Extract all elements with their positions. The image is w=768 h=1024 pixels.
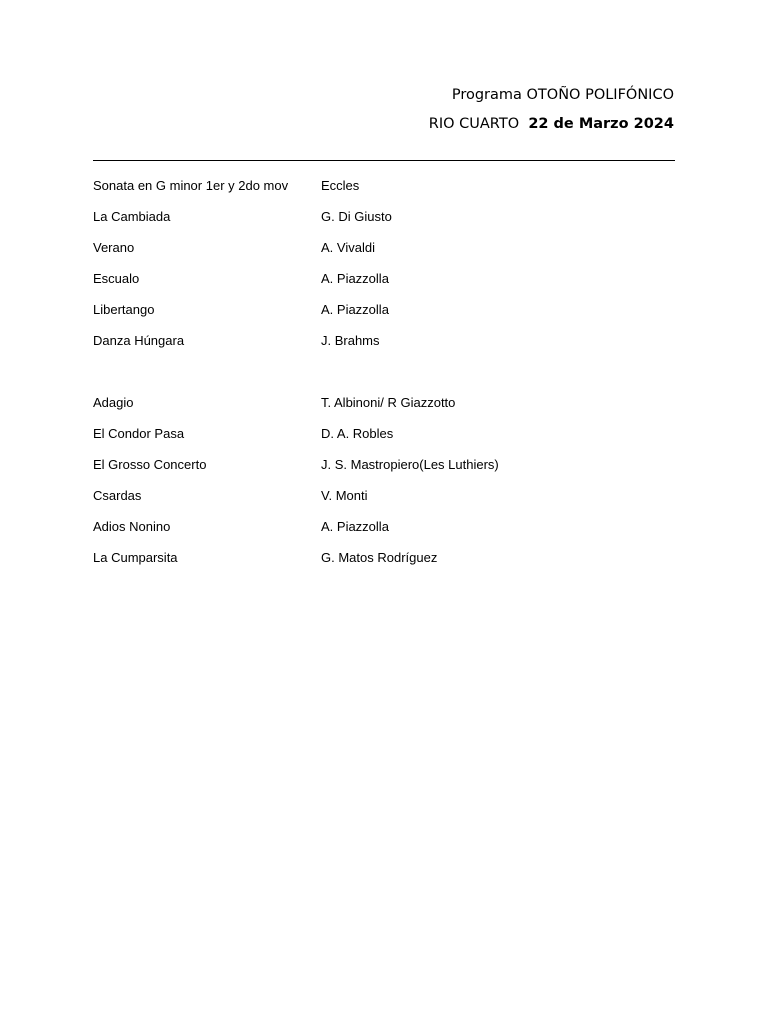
piece-title: La Cumparsita xyxy=(93,550,178,565)
program-row xyxy=(93,394,675,425)
section-spacer xyxy=(93,363,675,394)
program-row xyxy=(93,301,675,332)
event-date: 22 de Marzo 2024 xyxy=(528,116,674,132)
program-list xyxy=(93,177,675,580)
program-row xyxy=(93,177,675,208)
composer-name: J. S. Mastropiero(Les Luthiers) xyxy=(321,457,499,472)
composer-name: V. Monti xyxy=(321,488,368,503)
program-row xyxy=(93,208,675,239)
program-row xyxy=(93,239,675,270)
program-row xyxy=(93,270,675,301)
composer-name: T. Albinoni/ R Giazzotto xyxy=(321,395,456,410)
piece-title: Verano xyxy=(93,240,135,255)
venue-date-line xyxy=(429,115,674,133)
program-header xyxy=(429,86,674,133)
program-row xyxy=(93,332,675,363)
program-row xyxy=(93,518,675,549)
program-row xyxy=(93,456,675,487)
composer-name: A. Piazzolla xyxy=(321,271,389,286)
composer-name: A. Piazzolla xyxy=(321,519,389,534)
piece-title: Sonata en G minor 1er y 2do mov xyxy=(93,178,289,193)
program-row xyxy=(93,425,675,456)
piece-title: Danza Húngara xyxy=(93,333,185,348)
composer-name: J. Brahms xyxy=(321,333,380,348)
composer-name: G. Di Giusto xyxy=(321,209,392,224)
piece-title: El Grosso Concerto xyxy=(93,457,207,472)
composer-name: Eccles xyxy=(321,178,360,193)
program-row xyxy=(93,549,675,580)
piece-title: El Condor Pasa xyxy=(93,426,185,441)
composer-name: A. Piazzolla xyxy=(321,302,389,317)
piece-title: Adios Nonino xyxy=(93,519,171,534)
composer-name: G. Matos Rodríguez xyxy=(321,550,438,565)
horizontal-rule xyxy=(93,160,675,161)
piece-title: Adagio xyxy=(93,395,134,410)
piece-title: Libertango xyxy=(93,302,155,317)
program-part-2 xyxy=(93,394,675,580)
program-row xyxy=(93,487,675,518)
piece-title: Csardas xyxy=(93,488,142,503)
program-part-1 xyxy=(93,177,675,363)
composer-name: D. A. Robles xyxy=(321,426,394,441)
city-label: RIO CUARTO xyxy=(428,116,524,132)
piece-title: La Cambiada xyxy=(93,209,171,224)
program-title: Programa OTOÑO POLIFÓNICO xyxy=(451,87,674,103)
composer-name: A. Vivaldi xyxy=(321,240,375,255)
piece-title: Escualo xyxy=(93,271,140,286)
